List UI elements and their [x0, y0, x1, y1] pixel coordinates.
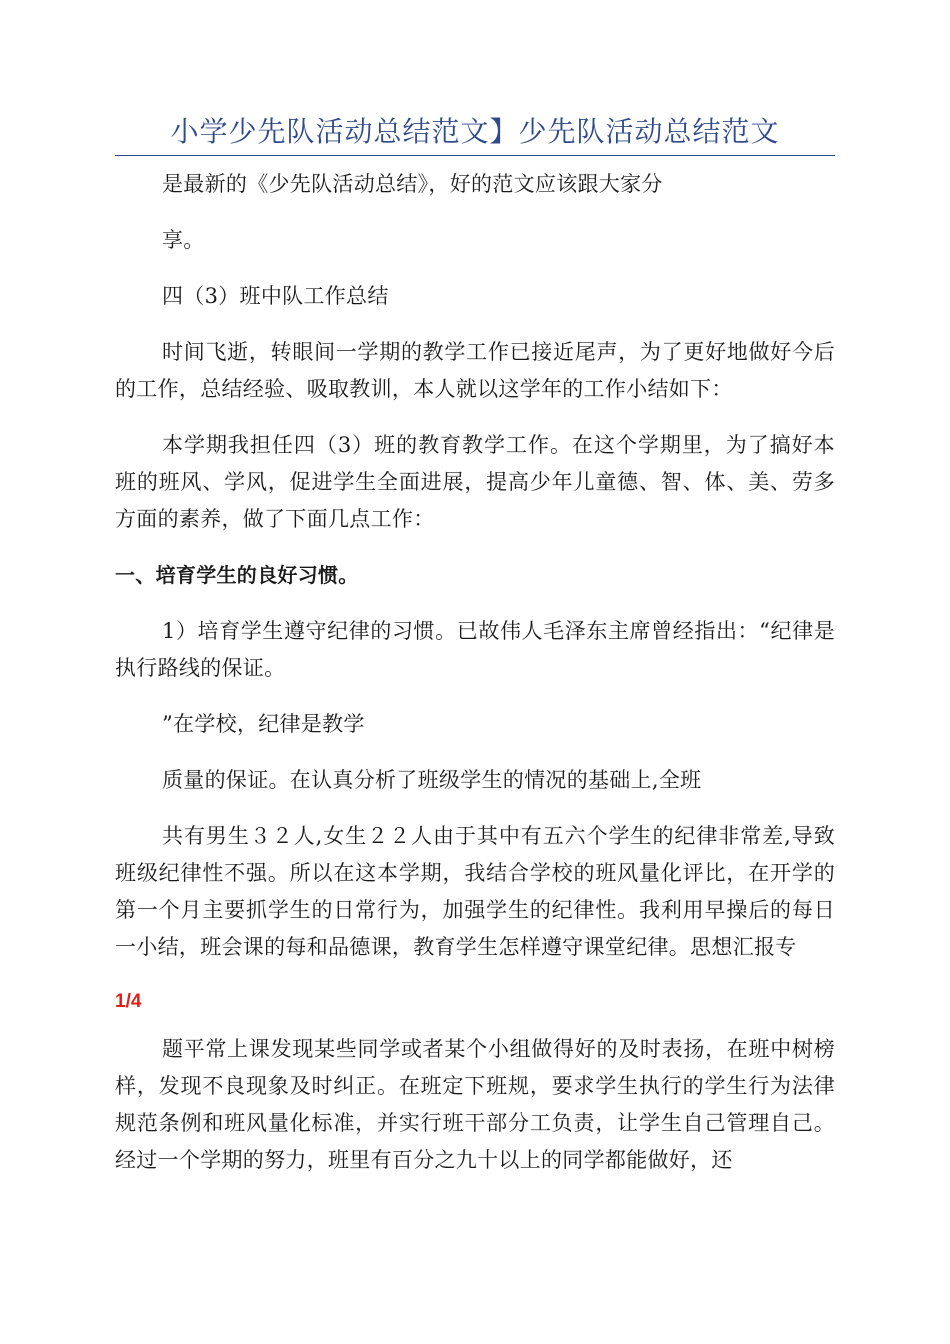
paragraph-duties: 本学期我担任四（3）班的教育教学工作。在这个学期里，为了搞好本班的班风、学风，促进学生全面进展，提高少年儿童德、智、体、美、劳多方面的素养，做了下面几点工作： — [115, 433, 835, 531]
title-underline — [115, 155, 835, 156]
paragraph-intro-2: 享。 — [162, 228, 205, 252]
page-number: 1/4 — [115, 991, 142, 1012]
paragraph-continued: 题平常上课发现某些同学或者某个小组做得好的及时表扬，在班中树榜样，发现不良现象及时纠正。在班定下班规，要求学生执行的学生行为法律规范条例和班风量化标准，并实行班干部分工负责，让学生自己管理自己。经过一个学期的努力，班里有百分之九十以上的同学都能做好，还 — [115, 1037, 835, 1172]
paragraph-discipline-3: 质量的保证。在认真分析了班级学生的情况的基础上,全班 — [162, 768, 702, 792]
paragraph-intro-1: 是最新的《少先队活动总结》，好的范文应该跟大家分 — [162, 172, 663, 196]
document-title: 小学少先队活动总结范文】少先队活动总结范文 — [170, 115, 780, 148]
paragraph-subtitle: 四（3）班中队工作总结 — [162, 284, 389, 308]
paragraph-opening: 时间飞逝，转眼间一学期的教学工作已接近尾声，为了更好地做好今后的工作，总结经验、吸取教训，本人就以这学年的工作小结如下： — [115, 340, 835, 401]
paragraph-discipline-2: ”在学校，纪律是教学 — [162, 712, 365, 736]
section-heading: 一、培育学生的良好习惯。 — [115, 563, 359, 587]
paragraph-discipline-4: 共有男生３２人,女生２２人由于其中有五六个学生的纪律非常差,导致班级纪律性不强。所以在这本学期，我结合学校的班风量化评比，在开学的第一个月主要抓学生的日常行为，加强学生的纪律性。我利用早操后的每日一小结，班会课的每和品德课，教育学生怎样遵守课堂纪律。思想汇报专 — [115, 824, 835, 959]
document-body — [115, 166, 835, 1198]
paragraph-discipline-1: 1）培育学生遵守纪律的习惯。已故伟人毛泽东主席曾经指出：“纪律是执行路线的保证。 — [115, 619, 835, 680]
